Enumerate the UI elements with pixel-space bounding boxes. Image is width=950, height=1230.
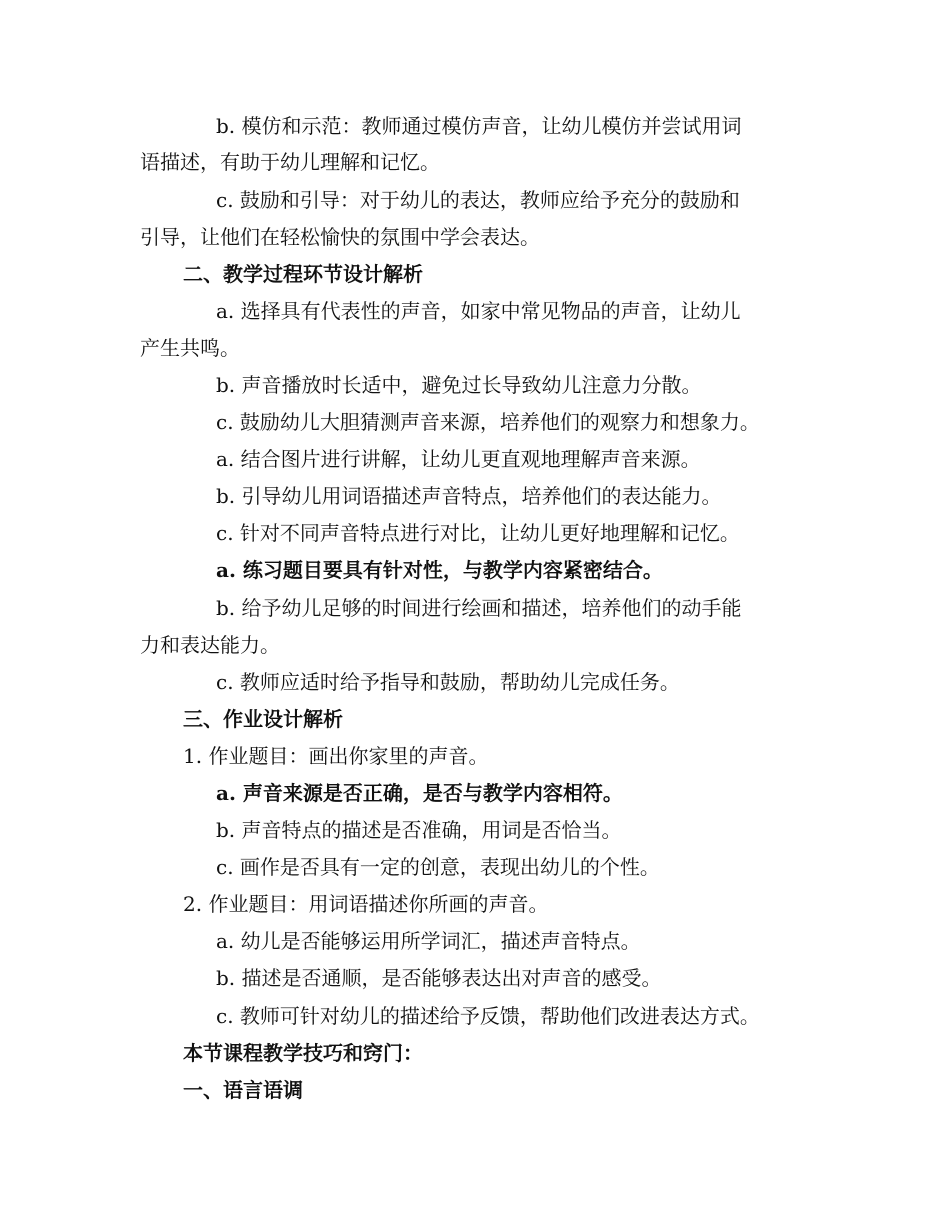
list-item: b. 描述是否通顺，是否能够表达出对声音的感受。 — [216, 966, 662, 990]
list-item: c. 针对不同声音特点进行对比，让幼儿更好地理解和记忆。 — [216, 521, 740, 545]
list-item-continuation: 引导，让他们在轻松愉快的氛围中学会表达。 — [140, 225, 540, 249]
list-item-bold: a. 声音来源是否正确，是否与教学内容相符。 — [216, 781, 623, 805]
section-heading-language-tone: 一、语言语调 — [183, 1078, 303, 1102]
list-item: a. 结合图片进行讲解，让幼儿更直观地理解声音来源。 — [216, 447, 701, 471]
section-heading-tips: 本节课程教学技巧和窍门： — [183, 1041, 423, 1065]
list-item: a. 选择具有代表性的声音，如家中常见物品的声音，让幼儿 — [216, 299, 741, 323]
list-item: b. 声音播放时长适中，避免过长导致幼儿注意力分散。 — [216, 373, 702, 397]
list-item-encourage: c. 鼓励和引导：对于幼儿的表达，教师应给予充分的鼓励和 — [216, 188, 740, 212]
section-heading-teaching-process: 二、教学过程环节设计解析 — [183, 262, 423, 286]
list-item: c. 教师可针对幼儿的描述给予反馈，帮助他们改进表达方式。 — [216, 1004, 760, 1028]
numbered-item-1: 1. 作业题目：画出你家里的声音。 — [183, 744, 489, 768]
section-heading-homework: 三、作业设计解析 — [183, 707, 343, 731]
list-item: b. 声音特点的描述是否准确，用词是否恰当。 — [216, 818, 622, 842]
numbered-item-2: 2. 作业题目：用词语描述你所画的声音。 — [183, 892, 549, 916]
list-item-continuation: 产生共鸣。 — [140, 336, 240, 360]
list-item: c. 画作是否具有一定的创意，表现出幼儿的个性。 — [216, 855, 660, 879]
list-item: c. 鼓励幼儿大胆猜测声音来源，培养他们的观察力和想象力。 — [216, 410, 760, 434]
list-item: a. 幼儿是否能够运用所学词汇，描述声音特点。 — [216, 929, 641, 953]
list-item-continuation: 力和表达能力。 — [140, 633, 280, 657]
list-item-imitation: b. 模仿和示范：教师通过模仿声音，让幼儿模仿并尝试用词 — [216, 114, 742, 138]
list-item-bold: a. 练习题目要具有针对性，与教学内容紧密结合。 — [216, 558, 663, 582]
list-item: c. 教师应适时给予指导和鼓励，帮助幼儿完成任务。 — [216, 670, 680, 694]
list-item-continuation: 语描述，有助于幼儿理解和记忆。 — [140, 150, 440, 174]
list-item: b. 引导幼儿用词语描述声音特点，培养他们的表达能力。 — [216, 484, 722, 508]
list-item: b. 给予幼儿足够的时间进行绘画和描述，培养他们的动手能 — [216, 596, 742, 620]
